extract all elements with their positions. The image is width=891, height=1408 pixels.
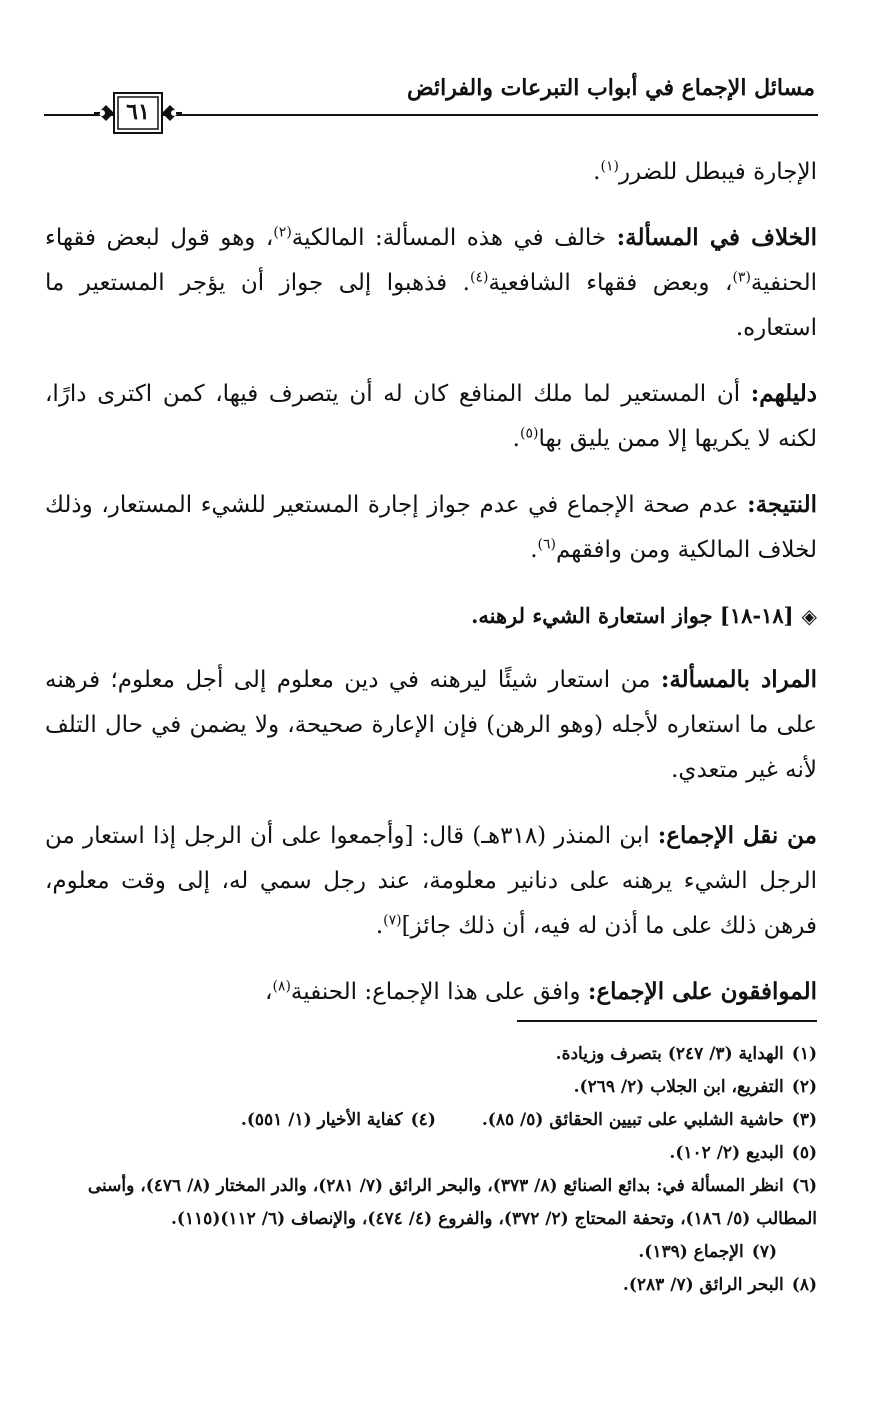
paragraph-meaning	[45, 657, 817, 793]
page-number: ٦١	[126, 99, 150, 125]
paragraph-1	[45, 150, 817, 195]
footnote-ref-7[interactable]: (٧)	[383, 912, 402, 929]
section-number: [١٨-١٨]	[719, 603, 794, 628]
paragraph-dispute-tail-3: . فذهبوا إلى جواز أن يؤجر المستعير ما استعاره.	[45, 270, 817, 341]
paragraph-transmission-tail: .	[375, 913, 384, 939]
footnote-number: (٥)	[791, 1143, 817, 1163]
paragraph-result-lead: النتيجة:	[747, 491, 817, 518]
footnote-text: الإجماع (١٣٩).	[638, 1242, 744, 1262]
paragraph-agreeing-lead: الموافقون على الإجماع:	[587, 978, 817, 1005]
paragraph-evidence	[45, 371, 817, 462]
footnote-number: (٦)	[791, 1176, 817, 1196]
paragraph-evidence-lead: دليلهم:	[750, 380, 817, 407]
paragraph-meaning-text: من استعار شيئًا ليرهنه في دين معلوم إلى أجل معلوم؛ فرهنه على ما استعاره لأجله (وهو الرهن) فإن الإعارة صحيحة، ولا يضمن في حال التلف لأنه غير متعدي.	[45, 667, 817, 783]
paragraph-transmission-text: ابن المنذر (٣١٨هـ) قال: [وأجمعوا على أن الرجل إذا استعار من الرجل الشيء يرهنه على دنانير معلومة، عند رجل سمي له، إلى وقت معلوم، فرهن ذلك على ما أذن له فيه، أن ذلك جائز]	[45, 823, 817, 939]
footnote-text: البديع (٢/ ١٠٢).	[669, 1143, 784, 1163]
footnote-rule	[517, 1020, 817, 1022]
footnotes	[45, 1038, 817, 1302]
section-heading	[45, 593, 817, 639]
paragraph-transmission	[45, 813, 817, 949]
paragraph-result-text: عدم صحة الإجماع في عدم جواز إجارة المستعير للشيء المستعار، وذلك لخلاف المالكية ومن وافقهم	[45, 492, 817, 563]
paragraph-dispute-tail-2: ، وبعض فقهاء الشافعية	[488, 270, 733, 296]
footnote-8	[45, 1269, 817, 1302]
footnote-number: (٣)	[791, 1110, 817, 1130]
paragraph-1-text: الإجارة فيبطل للضرر	[618, 159, 817, 185]
paragraph-evidence-tail: .	[512, 426, 520, 452]
footnote-number: (٨)	[791, 1275, 817, 1295]
footnote-ref-5[interactable]: (٥)	[519, 425, 539, 442]
paragraph-evidence-text: أن المستعير لما ملك المنافع كان له أن يتصرف فيها، كمن اكترى دارًا، لكنه لا يكريها إلا ممن يليق بها	[45, 381, 817, 452]
paragraph-dispute	[45, 215, 817, 351]
paragraph-dispute-lead: الخلاف في المسألة:	[616, 224, 817, 251]
footnote-6-7	[45, 1170, 817, 1269]
footnote-ref-6[interactable]: (٦)	[537, 536, 556, 553]
paragraph-transmission-lead: من نقل الإجماع:	[657, 822, 817, 849]
section-title: جواز استعارة الشيء لرهنه.	[471, 603, 713, 628]
diamond-icon: ◈	[801, 604, 817, 628]
paragraph-meaning-lead: المراد بالمسألة:	[660, 666, 818, 693]
paragraph-agreeing-text: وافق على هذا الإجماع: الحنفية	[290, 979, 588, 1005]
paragraph-result-tail: .	[530, 537, 538, 563]
main-text	[45, 150, 817, 1035]
footnote-text: انظر المسألة في: بدائع الصنائع (٨/ ٣٧٣)، والبحر الرائق (٧/ ٢٨١)، والدر المختار (٨/ ٤٧٦)، وأسنى المطالب (٥/ ١٨٦)، وتحفة المحتاج (٢/ ٣٧٢)، والفروع (٤/ ٤٧٤)، والإنصاف (٦/ ١١٢)(١١٥).	[87, 1176, 817, 1229]
footnote-text: كفاية الأخيار (١/ ٥٥١).	[240, 1110, 403, 1130]
paragraph-result	[45, 482, 817, 573]
footnote-5	[45, 1137, 817, 1170]
paragraph-dispute-tail: ، وهو قول لبعض فقهاء الحنفية	[45, 225, 817, 296]
footnote-1	[45, 1038, 817, 1071]
footnote-number: (٤)	[410, 1110, 436, 1130]
paragraph-1-tail: .	[593, 159, 601, 185]
footnote-3	[482, 1104, 817, 1137]
paragraph-agreeing-tail: ،	[265, 979, 273, 1005]
footnote-2	[45, 1071, 817, 1104]
footnote-text: حاشية الشلبي على تبيين الحقائق (٥/ ٨٥).	[481, 1110, 784, 1130]
footnote-text: البحر الرائق (٧/ ٢٨٣).	[622, 1275, 784, 1295]
footnote-text: الهداية (٣/ ٢٤٧) بتصرف وزيادة.	[555, 1044, 784, 1064]
footnote-3-4	[45, 1104, 817, 1137]
footnote-number: (٧)	[751, 1242, 777, 1262]
footnote-ref-4[interactable]: (٤)	[469, 269, 489, 286]
footnote-number: (٢)	[791, 1077, 817, 1097]
paragraph-agreeing	[45, 969, 817, 1015]
running-title: مسائل الإجماع في أبواب التبرعات والفرائض	[407, 75, 815, 101]
footnote-ref-8[interactable]: (٨)	[272, 978, 291, 995]
footnote-number: (١)	[791, 1044, 817, 1064]
paragraph-dispute-text: خالف في هذه المسألة: المالكية	[291, 225, 617, 251]
footnote-ref-1[interactable]: (١)	[600, 158, 619, 175]
footnote-ref-2[interactable]: (٢)	[273, 224, 292, 241]
footnote-ref-3[interactable]: (٣)	[732, 269, 751, 286]
footnote-4	[241, 1104, 436, 1137]
footnote-text: التفريع، ابن الجلاب (٢/ ٢٦٩).	[573, 1077, 784, 1097]
